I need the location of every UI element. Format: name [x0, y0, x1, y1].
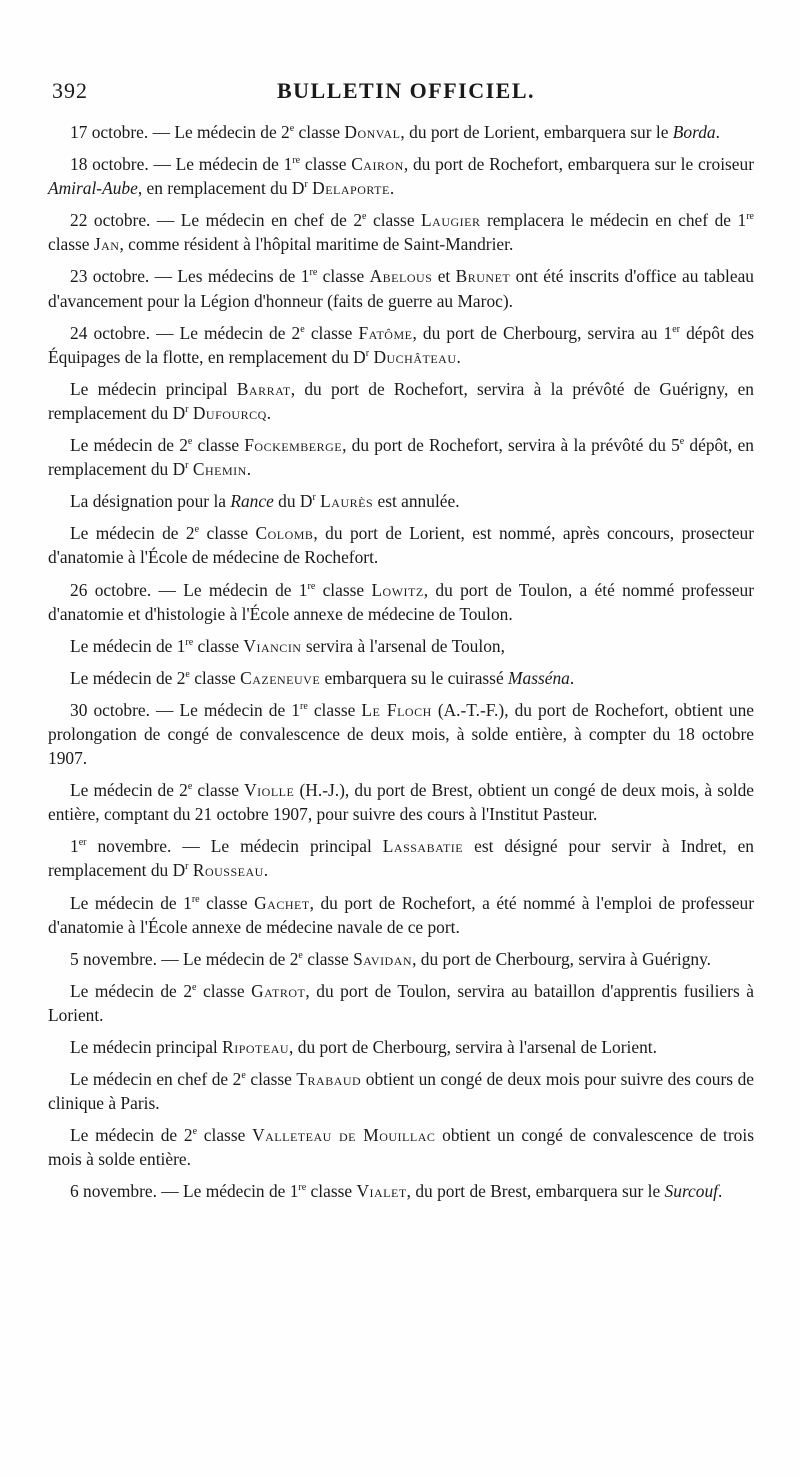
person-name: Cairon: [351, 154, 404, 175]
superscript: e: [185, 668, 190, 680]
superscript: e: [192, 1126, 198, 1138]
person-name: Ripoteau: [222, 1037, 290, 1057]
superscript: e: [679, 436, 685, 448]
text-run: , du port de Rochefort, a été nommé à l'emploi de professeur d'anatomie à l'École annexe de médecine navale de ce port.: [48, 892, 754, 937]
text-run: obtient un congé de convalescence de trois mois à solde entière.: [48, 1125, 754, 1170]
text-run: .: [456, 346, 461, 367]
ship-or-place-name: Masséna: [508, 667, 570, 688]
notice-paragraph: [48, 947, 754, 971]
text-run: , en remplacement du D: [137, 178, 305, 199]
text-run: La désignation pour la: [70, 491, 231, 512]
superscript: re: [185, 636, 194, 648]
text-run: classe: [366, 210, 422, 231]
text-run: embarquera su le cuirassé: [320, 667, 509, 688]
text-run: est désigné pour servir à Indret, en remplacement du D: [48, 836, 754, 881]
superscript: re: [191, 893, 200, 905]
notice-paragraph: [48, 489, 754, 513]
text-run: Le médecin de 1: [70, 635, 186, 656]
superscript: e: [289, 123, 295, 135]
superscript: re: [307, 580, 316, 592]
text-run: 30 octobre. — Le médecin de 1: [70, 699, 300, 720]
person-name: Brunet: [455, 266, 511, 287]
notice-paragraph: [48, 433, 754, 481]
ship-or-place-name: Surcouf: [664, 1181, 719, 1202]
notice-paragraph: [48, 578, 754, 626]
text-run: classe: [317, 266, 370, 287]
text-run: ont été inscrits d'office au tableau d'avancement pour la Légion d'honneur (faits de guerre au Maroc).: [48, 266, 754, 311]
person-name: Trabaud: [296, 1069, 362, 1090]
text-run: Le médecin principal: [70, 1037, 223, 1057]
person-name: Laurès: [320, 491, 374, 512]
text-run: Le médecin de 2: [70, 780, 188, 801]
page-number: 392: [52, 78, 88, 103]
text-run: (H.-J.), du port de Brest, obtient un congé de deux mois, à solde entière, comptant du 21 octobre 1907, pour suivre des cours à l'Institut Pasteur.: [48, 780, 754, 825]
text-run: classe: [245, 1069, 297, 1090]
superscript: re: [746, 211, 754, 223]
text-run: , du port de Cherbourg, servira au 1: [412, 322, 673, 343]
person-name: Abelous: [369, 266, 433, 287]
text-run: , du port de Toulon, a été nommé professeur d'anatomie et d'histologie à l'École annexe de médecine de Toulon.: [48, 579, 754, 624]
notice-paragraph: [48, 521, 754, 569]
person-name: Dufourcq: [192, 402, 267, 423]
text-run: classe: [189, 667, 241, 688]
person-name: Valleteau de Mouillac: [252, 1125, 436, 1146]
text-run: .: [246, 459, 252, 480]
body-text: [48, 120, 754, 1212]
superscript: e: [187, 781, 193, 793]
text-run: classe: [199, 523, 256, 544]
text-run: classe: [307, 699, 362, 720]
text-run: classe: [193, 635, 244, 656]
person-name: Fatôme: [358, 322, 413, 343]
notice-paragraph: [48, 891, 754, 939]
notice-paragraph: [48, 1123, 754, 1171]
person-name: Viancin: [243, 635, 302, 656]
superscript: re: [292, 155, 301, 167]
text-run: remplacera le médecin en chef de 1: [480, 210, 747, 231]
text-run: 22 octobre. — Le médecin en chef de 2: [70, 210, 363, 231]
person-name: Delaporte: [312, 178, 390, 199]
notice-paragraph: [48, 666, 754, 690]
text-run: classe: [199, 892, 255, 913]
superscript: r: [312, 492, 316, 504]
ship-or-place-name: Amiral-Aube: [48, 178, 138, 199]
text-run: Le médecin de 1: [70, 892, 192, 913]
text-run: classe: [48, 234, 94, 255]
person-name: Donval: [344, 122, 401, 142]
person-name: Cazeneuve: [240, 667, 321, 688]
text-run: 23 octobre. — Les médecins de 1: [70, 266, 310, 287]
superscript: r: [365, 347, 370, 359]
text-run: dépôt, en remplacement du D: [48, 435, 754, 480]
superscript: er: [672, 323, 680, 335]
person-name: Lowitz: [371, 579, 424, 600]
person-name: Barrat: [236, 378, 291, 399]
person-name: Vialet: [356, 1181, 407, 1202]
notice-paragraph: [48, 377, 754, 425]
text-run: (A.-T.-F.), du port de Rochefort, obtient une prolongation de congé de convalescence de deux mois, à solde entière, à compter du 18 octobre 1907.: [48, 699, 754, 769]
text-run: classe: [196, 980, 252, 1001]
ship-or-place-name: Borda: [672, 122, 716, 142]
superscript: er: [78, 837, 87, 849]
person-name: Savidan: [353, 948, 413, 969]
text-run: et: [432, 266, 456, 287]
text-run: du D: [273, 491, 313, 512]
superscript: re: [309, 267, 318, 279]
superscript: re: [298, 1182, 307, 1194]
text-run: , comme résident à l'hôpital maritime de Saint-Mandrier.: [119, 234, 514, 255]
superscript: e: [298, 949, 303, 961]
text-run: 17 octobre. — Le médecin de 2: [70, 122, 290, 142]
person-name: Jan: [93, 234, 120, 255]
text-run: Le médecin de 2: [70, 1125, 193, 1146]
text-run: 26 octobre. — Le médecin de 1: [70, 579, 308, 600]
person-name: Fockemberge: [244, 435, 343, 456]
text-run: Le médecin de 2: [70, 980, 193, 1001]
text-run: classe: [300, 154, 352, 175]
text-run: classe: [315, 579, 372, 600]
running-title: BULLETIN OFFICIEL.: [276, 78, 536, 103]
text-run: , du port de Rochefort, embarquera sur le croiseur: [403, 154, 754, 175]
text-run: servira à l'arsenal de Toulon,: [301, 635, 505, 656]
person-name: Chemin: [192, 459, 247, 480]
superscript: e: [241, 1070, 246, 1082]
superscript: e: [300, 323, 305, 335]
notice-paragraph: [48, 634, 754, 658]
text-run: classe: [197, 1125, 253, 1146]
notice-paragraph: [48, 264, 754, 312]
person-name: Rousseau: [192, 860, 264, 881]
person-name: Violle: [244, 780, 295, 801]
superscript: r: [185, 404, 189, 416]
notice-paragraph: [48, 1067, 754, 1115]
text-run: Le médecin de 2: [70, 523, 195, 544]
text-run: 24 octobre. — Le médecin de 2: [70, 322, 301, 343]
text-run: est annulée.: [373, 491, 460, 512]
text-run: .: [569, 667, 575, 688]
person-name: Laugier: [421, 210, 481, 231]
person-name: Duchâteau: [373, 346, 457, 367]
notice-paragraph: [48, 1035, 754, 1059]
notice-paragraph: [48, 698, 754, 770]
superscript: e: [187, 436, 193, 448]
page-header: [52, 78, 760, 114]
ship-or-place-name: Rance: [230, 491, 274, 512]
text-run: classe: [294, 122, 345, 142]
text-run: classe: [302, 948, 354, 969]
text-run: obtient un congé de deux mois pour suivre des cours de clinique à Paris.: [48, 1069, 754, 1114]
text-run: Le médecin de 2: [70, 435, 188, 456]
notice-paragraph: [48, 834, 754, 882]
text-run: 1: [70, 836, 79, 857]
text-run: novembre. — Le médecin principal: [86, 836, 383, 857]
notice-paragraph: [48, 208, 754, 256]
text-run: 6 novembre. — Le médecin de 1: [70, 1181, 299, 1202]
superscript: e: [194, 524, 200, 536]
superscript: re: [299, 701, 308, 713]
text-run: Le médecin principal: [70, 378, 237, 399]
text-run: dépôt des Équipages de la flotte, en remplacement du D: [48, 322, 755, 367]
text-run: , du port de Lorient, embarquera sur le: [400, 122, 673, 142]
person-name: Colomb: [255, 523, 314, 544]
text-run: , du port de Cherbourg, servira à Guérigny.: [412, 948, 712, 969]
text-run: classe: [306, 1181, 357, 1202]
text-run: , du port de Toulon, servira au bataillon d'apprentis fusiliers à Lorient.: [48, 980, 754, 1025]
text-run: , du port de Rochefort, servira à la prévôté de Guérigny, en remplacement du D: [48, 378, 754, 423]
text-run: .: [266, 402, 272, 423]
text-run: classe: [304, 322, 359, 343]
notice-paragraph: [48, 321, 754, 369]
notice-paragraph: [48, 778, 754, 826]
person-name: Le Floch: [361, 699, 432, 720]
notice-paragraph: [48, 120, 754, 144]
superscript: e: [362, 211, 367, 223]
text-run: Le médecin en chef de 2: [70, 1069, 242, 1090]
notice-paragraph: [48, 1179, 754, 1203]
superscript: r: [304, 179, 308, 191]
text-run: classe: [192, 780, 245, 801]
superscript: e: [192, 982, 197, 994]
text-run: .: [389, 178, 395, 199]
superscript: r: [185, 861, 189, 873]
text-run: .: [715, 122, 720, 142]
superscript: r: [185, 460, 189, 472]
text-run: , du port de Rochefort, servira à la prévôté du 5: [342, 435, 680, 456]
text-run: Le médecin de 2: [70, 667, 186, 688]
notice-paragraph: [48, 979, 754, 1027]
person-name: Gachet: [254, 892, 310, 913]
text-run: 5 novembre. — Le médecin de 2: [70, 948, 299, 969]
text-run: , du port de Lorient, est nommé, après concours, prosecteur d'anatomie à l'École de médecine de Rochefort.: [48, 523, 754, 568]
text-run: .: [263, 860, 269, 881]
person-name: Lassabatie: [382, 836, 464, 857]
text-run: , du port de Cherbourg, servira à l'arsenal de Lorient.: [289, 1037, 657, 1057]
text-run: .: [718, 1181, 723, 1202]
text-run: classe: [192, 435, 245, 456]
person-name: Gatrot: [251, 980, 306, 1001]
text-run: , du port de Brest, embarquera sur le: [406, 1181, 665, 1202]
notice-paragraph: [48, 152, 754, 200]
text-run: 18 octobre. — Le médecin de 1: [70, 154, 293, 175]
